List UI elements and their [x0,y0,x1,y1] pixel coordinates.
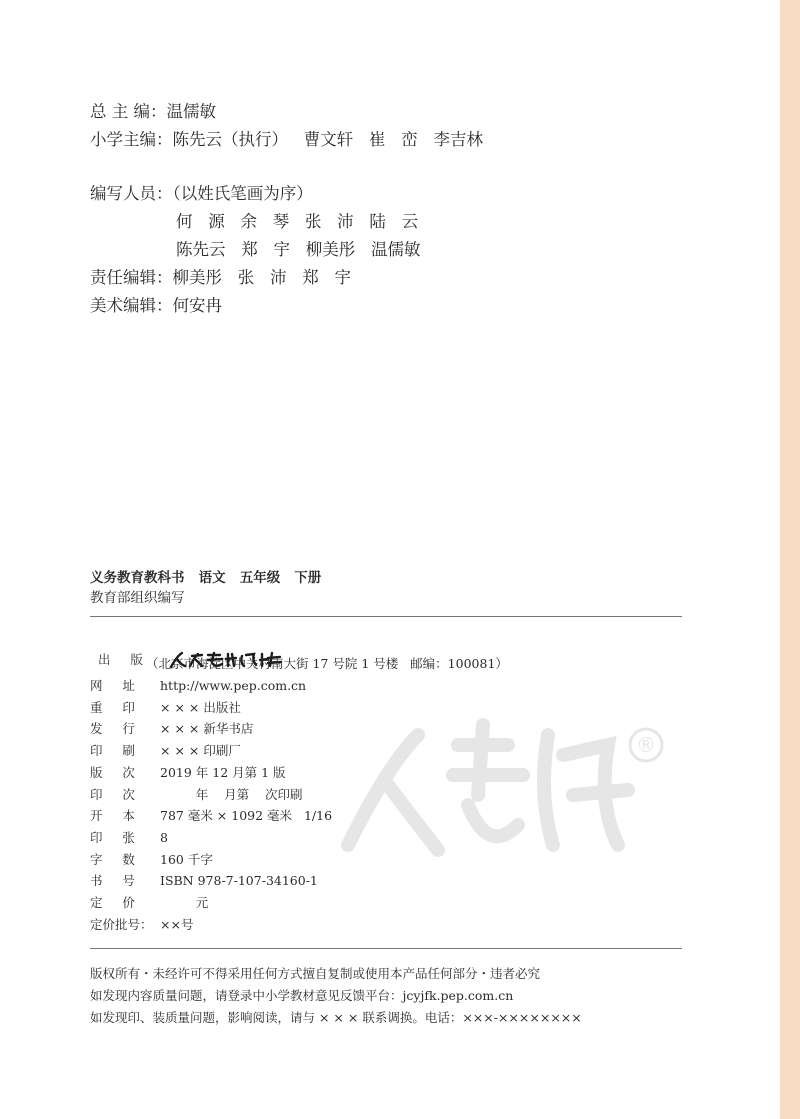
publication-row-label: 网 址 [90,678,135,693]
publication-row-value: × × × 新华书店 [160,721,254,737]
art-editor-label: 美术编辑： [90,296,173,315]
content-feedback-notice: 如发现内容质量问题，请登录中小学教材意见反馈平台：jcyjfk.pep.com.cn [90,988,514,1003]
svg-text:®: ® [636,733,656,757]
publication-row [90,808,332,824]
chief-editor-label: 总 主 编： [90,102,167,121]
publication-row-label: 印 刷 [90,743,135,759]
publication-row [90,787,303,803]
publication-row-value: 8 [160,829,168,845]
publication-row-label: 定价批号： [90,916,153,932]
responsible-editor-label: 责任编辑： [90,268,173,287]
publication-row [90,873,318,889]
publication-row [90,700,241,716]
publication-row-value: 160 千字 [160,851,213,867]
publication-row [90,743,241,759]
publication-row-label: 书 号 [90,873,135,889]
publication-row-label: 发 行 [90,721,135,737]
publication-row-label: 印 张 [90,829,135,845]
primary-editor-line [90,130,483,150]
writers-row-2: 陈先云 郑 宇 柳美彤 温儒敏 [176,240,421,259]
publication-row-value: http://www.pep.com.cn [160,678,307,693]
publication-row [90,678,306,694]
chief-editor-line [90,102,216,122]
writers-label: 编写人员：（以姓氏笔画为序） [90,184,313,203]
publisher-watermark [328,705,668,865]
publication-row [90,830,168,846]
primary-editor-value: 陈先云（执行） 曹文轩 崔 峦 李吉林 [172,130,483,149]
responsible-editor-line [90,268,351,288]
publication-row-value: 2019 年 12 月第 1 版 [160,764,286,780]
art-editor-line [90,296,222,316]
publication-row-label: 定 价 [90,895,135,910]
divider-top [90,616,682,617]
series-title: 义务教育教科书 语文 五年级 下册 [90,570,322,586]
chief-editor-value: 温儒敏 [166,102,216,121]
publication-row-value: 元 [160,895,209,910]
publication-row-label: 开 本 [90,808,135,824]
publication-row-value: 787 毫米 × 1092 毫米 1/16 [160,808,333,824]
publication-row-value: ISBN 978-7-107-34160-1 [160,873,318,889]
publisher-address: （北京市海淀区中关村南大街 17 号院 1 号楼 邮编：100081） [146,656,508,671]
publication-row-value: × × × 印刷厂 [160,743,241,759]
publication-row-label: 版 次 [90,764,135,780]
publication-row [90,765,286,781]
publication-row-label: 印 次 [90,786,135,802]
publication-row-value: ××号 [160,916,194,932]
registered-mark [630,729,662,761]
responsible-editor-value: 柳美彤 张 沛 郑 宇 [172,268,351,287]
print-quality-notice: 如发现印、装质量问题，影响阅读，请与 × × × 联系调换。电话：×××-×××××××× [90,1010,582,1025]
writers-row-1: 何 源 余 琴 张 沛 陆 云 [176,212,419,231]
art-editor-value: 何安冉 [172,296,222,315]
page-edge-strip [780,0,800,1119]
publication-row [90,917,193,933]
publication-row [90,852,213,868]
publication-row [90,721,253,737]
copyright-notice: 版权所有・未经许可不得采用任何方式擅自复制或使用本产品任何部分・违者必究 [90,966,541,981]
publisher-label: 出 版 [97,651,143,667]
publication-row-value: × × × 出版社 [160,699,241,715]
publication-row-label: 字 数 [90,851,135,867]
publication-row-value: 年 月第 次印刷 [160,786,303,802]
publication-row-label: 重 印 [90,699,135,715]
compiled-by: 教育部组织编写 [90,590,185,606]
publication-row [90,895,208,911]
divider-bottom [90,948,682,949]
primary-editor-label: 小学主编： [90,130,173,149]
